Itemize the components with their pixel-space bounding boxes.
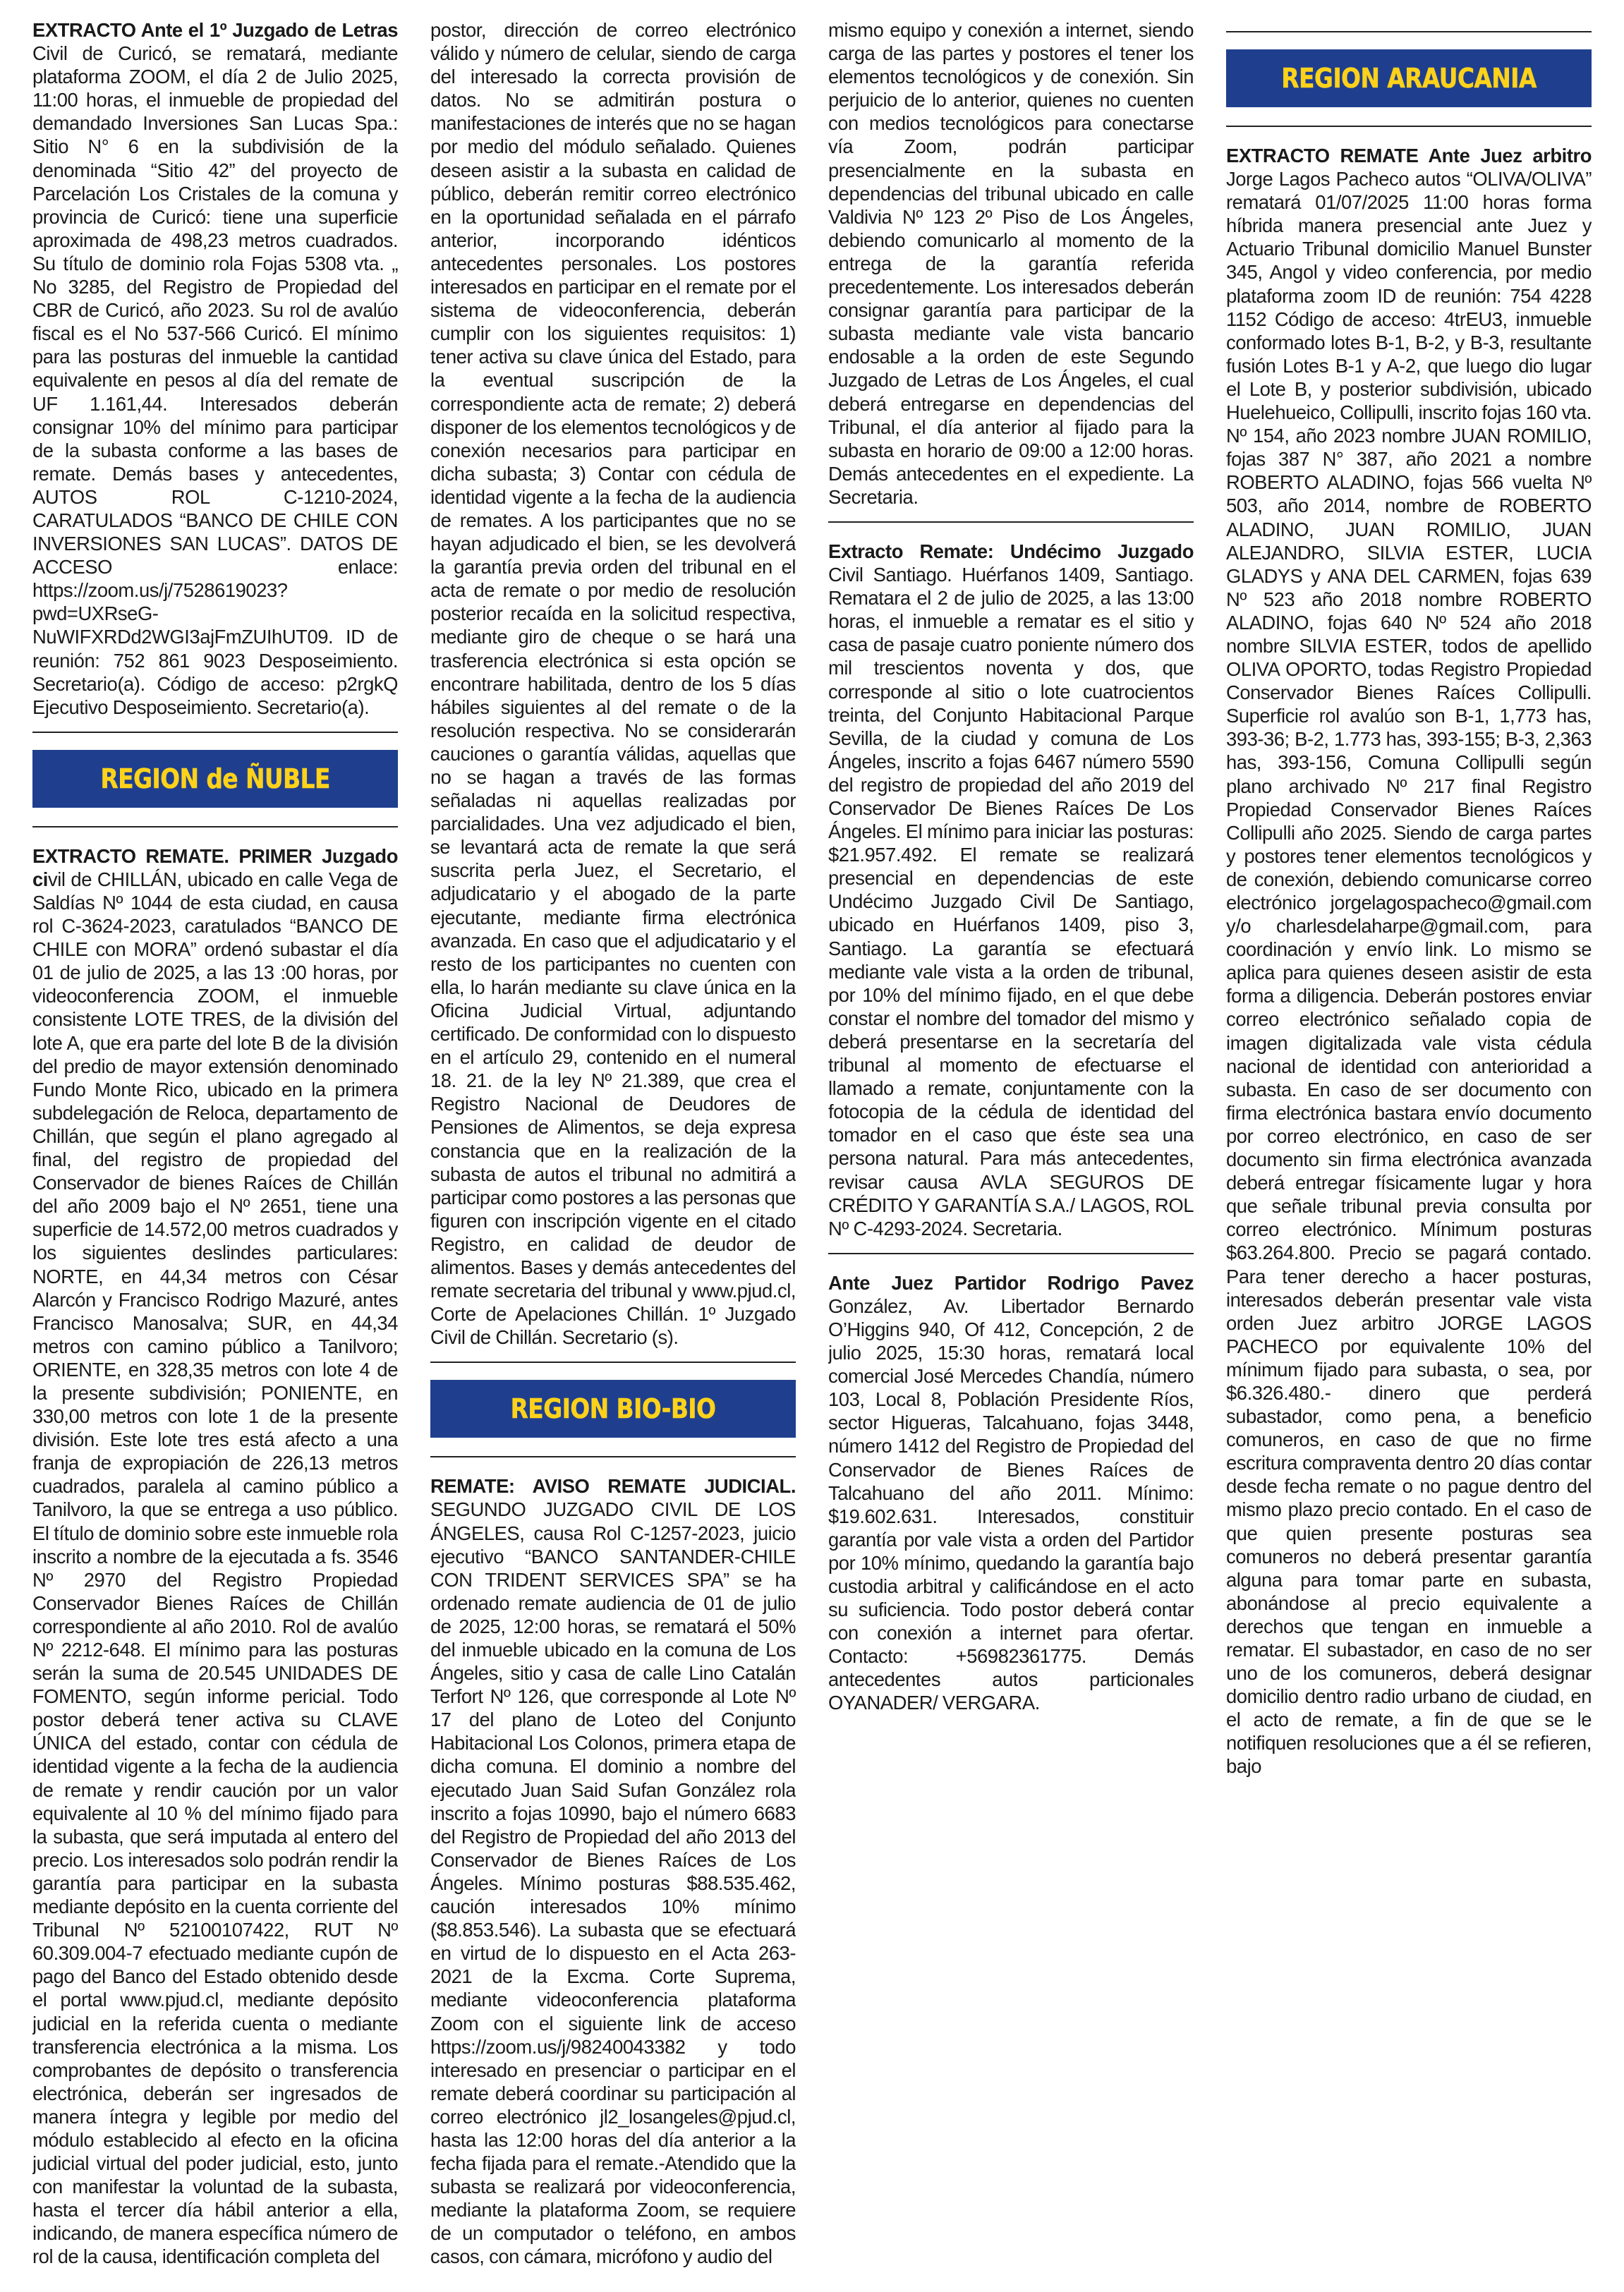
region-title: REGION ARAUCANIA bbox=[1281, 63, 1537, 94]
divider bbox=[430, 1362, 796, 1363]
notice-body: Civil Santiago. Huérfanos 1409, Santiago. Rematara el 2 de julio de 2025, a las 13:00 horas, el inmueble a rematar es el sitio y casa de pasaje cuatro poniente número dos mil trescientos noventa y dos, que corresponde al sitio o lote cuatrocientos treinta, del Conjunto Habitacional Parque Sevilla, de la ciudad y comuna de Los Ángeles, inscrito a fojas 6467 número 5590 del registro de propiedad del año 2019 del Conservador De Bienes Raíces De Los Ángeles. El mínimo para iniciar las posturas: $21.957.492. El remate se realizará presencial en dependencias de este Undécimo Juzgado Civil De Santiago, ubicado en Huérfanos 1409, piso 3, Santiago. La garantía se efectuará mediante vale vista a la orden de tribunal, por 10% del mínimo fijado, en el que debe constar el nombre del tomador del mismo y deberá presentarse en la secretaría del tribunal al momento de efectuarse el llamado a remate, conjuntamente con la fotocopia de la cédula de identidad del tomador en el caso que éste sea una persona natural. Para más antecedentes, revisar causa AVLA SEGUROS DE CRÉDITO Y GARANTÍA S.A./ LAGOS, ROL Nº C-4293-2024. Secretaria. bbox=[828, 564, 1194, 1239]
notice-losangeles bbox=[430, 1474, 796, 2268]
notice-body: postor, dirección de correo electrónico válido y número de celular, siendo de carga del interesado la correcta provisión de datos. No se admitirán postura o manifestaciones de interés que no se hagan por medio del módulo señalado. Quienes deseen asistir a la subasta en calidad de público, deberán remitir correo electrónico en la oportunidad señalada en el párrafo anterior, incorporando idénticos antecedentes personales. Los postores interesados en participar en el remate por el sistema de videoconferencia, deberán cumplir con los siguientes requisitos: 1) tener activa su clave única del Estado, para la eventual suscripción de la correspondiente acta de remate; 2) deberá disponer de los elementos tecnológicos y de conexión necesarios para participar en dicha subasta; 3) Contar con cédula de identidad vigente a la fecha de la audiencia de remates. A los participantes que no se hayan adjudicado el bien, se les devolverá la garantía previa orden del tribunal en el acta de remate o por medio de resolución posterior recaída en la solicitud respectiva, mediante giro de cheque o se hará una trasferencia electrónica si esta opción se encontrare habilitada, dentro de los 5 días hábiles siguientes al del remate o de la resolución respectiva. No se considerarán cauciones o garantía válidas, aquellas que no se hagan a través de las formas señaladas ni aquellas realizadas por parcialidades. Una vez adjudicado el bien, se levantará acta de remate la que será suscrita perla Juez, el Secretario, el adjudicatario y el abogado de la parte ejecutante, mediante firma electrónica avanzada. En caso que el adjudicatario y el resto de los participantes no cuenten con ella, lo harán mediante su clave única en la Oficina Judicial Virtual, adjuntando certificado. De conformidad con lo dispuesto en el artículo 29, contenido en el numeral 18. 21. de la ley Nº 21.389, que crea el Registro Nacional de Deudores de Pensiones de Alimentos, se deja expresa constancia que en la realización de la subasta de autos el tribunal no admitirá a participar como postores a las personas que figuren con inscripción vigente en el citado Registro, en calidad de deudor de alimentos. Bases y demás antecedentes del remate secretaria del tribunal y www.pjud.cl, Corte de Apelaciones Chillán. 1º Juzgado Civil de Chillán. Secretario (s). bbox=[430, 19, 796, 1349]
notice-santiago bbox=[828, 540, 1194, 1240]
notice-body: González, Av. Libertador Bernardo O’Higgins 940, Of 412, Concepción, 2 de julio 2025, 15:30 horas, rematará local comercial José Mercedes Chandía, número 103, Local 8, Población Presidente Ríos, sector Higueras, Talcahuano, fojas 3448, número 1412 del Registro de Propiedad del Conservador de Bienes Raíces de Talcahuano del año 2011. Mínimo: $19.602.631. Interesados, constituir garantía por vale vista a orden del Partidor por 10% mínimo, quedando la garantía bajo custodia arbitral y calificándose en el acto su suficiencia. Todo postor deberá contar con conexión a internet para ofertar. Contacto: +56982361775. Demás antecedentes autos particionales OYANADER/ VERGARA. bbox=[828, 1294, 1194, 1714]
region-title: REGION BIO-BIO bbox=[510, 1393, 716, 1425]
notice-body: vil de CHILLÁN, ubicado en calle Vega de Saldías Nº 1044 de esta ciudad, en causa rol C-3624-2023, caratulados “BANCO DE CHILE con MORA” ordenó subastar el día 01 de julio de 2025, a las 13 :00 horas, por videoconferencia ZOOM, el inmueble consistente LOTE TRES, de la división del lote A, que era parte del lote B de la división del predio de mayor extensión denominado Fundo Monte Rico, ubicado en la primera subdelegación de Reloca, departamento de Chillán, que según el plano agregado al final, del registro de propiedad del Conservador de bienes Raíces de Chillán del año 2009 bajo el Nº 2651, tiene una superficie de 14.572,00 metros cuadrados y los siguientes deslindes particulares: NORTE, en 44,34 metros con César Alarcón y Francisco Rodrigo Mazuré, antes Francisco Manosalva; SUR, en 44,34 metros con camino público a Tanilvoro; ORIENTE, en 328,35 metros con lote 4 de la presente subdivisión; PONIENTE, en 330,00 metros con lote 1 de la presente división. Este lote tres está afecto a una franja de expropiación de 226,13 metros cuadrados, paralela al camino público a Tanilvoro, la que se entrega a uso público. El título de dominio sobre este inmueble rola inscrito a nombre de la ejecutada a fs. 3546 Nº 2970 del Registro Propiedad Conservador Bienes Raíces de Chillán correspondiente al año 2010. Rol de avalúo Nº 2212-648. El mínimo para las posturas serán la suma de 20.545 UNIDADES DE FOMENTO, según informe pericial. Todo postor deberá tener activa su CLAVE ÚNICA del estado, contar con cédula de identidad vigente a la fecha de la audiencia de remate y rendir caución por un valor equivalente al 10 % del mínimo fijado para la subasta, que será imputada al entero del precio. Los interesados solo podrán rendir la garantía para participar en la subasta mediante depósito en la cuenta corriente del Tribunal Nº 52100107422, RUT Nº 60.309.004-7 efectuado mediante cupón de pago del Banco del Estado obtenido desde el portal www.pjud.cl, mediante depósito judicial en la referida cuenta o mediante transferencia electrónica a la misma. Los comprobantes de depósito o transferencia electrónica, deberán ser ingresados de manera íntegra y legible por medio del módulo establecido al efecto en la oficina judicial virtual del poder judicial, esto, junto con manifestar la voluntad de la subasta, hasta el tercer día hábil anterior a ella, indicando, de manera específica número de rol de la causa, identificación completa del bbox=[32, 868, 398, 2268]
notice-talcahuano bbox=[828, 1271, 1194, 1715]
notice-lead: EXTRACTO Ante el 1º Juzgado de Letras bbox=[32, 19, 398, 41]
divider bbox=[828, 1253, 1194, 1254]
region-title: REGION de ÑUBLE bbox=[100, 763, 330, 794]
notice-body: Civil de Curicó, se rematará, mediante plataforma ZOOM, el día 2 de Julio 2025, 11:00 horas, el inmueble de propiedad del demandado Inversiones San Lucas Spa.: Sitio N° 6 en la subdivisión de la denominada “Sitio 42” del proyecto de Parcelación Los Cristales de la comuna y provincia de Curicó: tiene una superficie aproximada de 498,23 metros cuadrados. Su título de dominio rola Fojas 5308 vta. „ No 3285, del Registro de Propiedad del CBR de Curicó, año 2023. Su rol de avalúo fiscal es el No 537-566 Curicó. El mínimo para las posturas del inmueble la cantidad equivalente en pesos al día del remate de UF 1.161,44. Interesados deberán consignar 10% del mínimo para participar de la subasta conforme a las bases de remate. Demás bases y antecedentes, AUTOS ROL C-1210-2024, CARATULADOS “BANCO DE CHILE CON INVERSIONES SAN LUCAS”. DATOS DE ACCESO enlace: https://zoom.us/j/7528619023?pwd=UXRseG-NuWIFXRDd2WGI3ajFmZUIhUT09. ID de reunión: 752 861 9023 Desposeimiento. Secretario(a). Código de acceso: p2rgkQ Ejecutivo Desposeimiento. Secretario(a). bbox=[32, 42, 398, 718]
divider bbox=[430, 1456, 796, 1457]
column-3-flow bbox=[828, 18, 1194, 1715]
notice-body: mismo equipo y conexión a internet, siendo carga de las partes y postores el tener los elementos tecnológicos y de conexión. Sin perjuicio de lo anterior, quienes no cuenten con medios tecnológicos para conectarse vía Zoom, podrán participar presencialmente en la subasta en dependencias del tribunal ubicado en calle Valdivia Nº 123 2º Piso de Los Ángeles, debiendo comunicarlo al momento de la entrega de la garantía referida precedentemente. Los interesados deberán consignar garantía para participar de la subasta mediante vale vista bancario endosable a la orden de este Segundo Juzgado de Letras de Los Ángeles, el cual deberá entregarse en dependencias del Tribunal, el día anterior al fijado para la subasta en horario de 09:00 a 12:00 horas. Demás antecedentes en el expediente. La Secretaria. bbox=[828, 19, 1194, 508]
column-4 bbox=[1226, 18, 1592, 2287]
column-1 bbox=[32, 18, 398, 2287]
divider bbox=[1226, 31, 1592, 32]
notice-body: SEGUNDO JUZGADO CIVIL DE LOS ÁNGELES, causa Rol C-1257-2023, juicio ejecutivo “BANCO SANTANDER-CHILE CON TRIDENT SERVICES SPA” se ha ordenado remate audiencia de 01 de julio de 2025, 12:00 horas, se rematará el 50% del inmueble ubicado en la comuna de Los Ángeles, sitio y casa de calle Lino Catalán Terfort Nº 126, que corresponde al Lote Nº 17 del plano de Loteo del Conjunto Habitacional Los Colonos, primera etapa de dicha comuna. El dominio a nombre del ejecutado Juan Said Sufan González rola inscrito a fojas 10990, bajo el número 6683 del Registro de Propiedad del año 2013 del Conservador de Bienes Raíces de Los Ángeles. Mínimo posturas $88.535.462, caución interesados 10% mínimo ($8.853.546). La subasta que se efectuará en virtud de lo dispuesto en el Acta 263-2021 de la Excma. Corte Suprema, mediante videoconferencia plataforma Zoom con el siguiente link de acceso https://zoom.us/j/98240043382 y todo interesado en presenciar o participar en el remate deberá coordinar su participación al correo electrónico jl2_losangeles@pjud.cl, hasta las 12:00 horas del día anterior a la fecha fijada para el remate.-Atendido que la subasta se realizará por videoconferencia, mediante la plataforma Zoom, se requiere de un computador o teléfono, en ambos casos, con cámara, micrófono y audio del bbox=[430, 1498, 796, 2268]
notice-lead: REMATE: AVISO REMATE JUDICIAL. bbox=[430, 1475, 796, 1498]
notice-lead: EXTRACTO REMATE. PRIMER Juzgado ci bbox=[32, 844, 398, 890]
notice-chillan bbox=[32, 844, 398, 2269]
notice-losangeles-part bbox=[828, 18, 1194, 509]
column-4-flow bbox=[1226, 31, 1592, 1778]
divider bbox=[32, 732, 398, 733]
notice-collipulli bbox=[1226, 144, 1592, 1778]
divider bbox=[32, 826, 398, 827]
column-2 bbox=[430, 18, 796, 2287]
region-header-araucania bbox=[1226, 49, 1592, 107]
region-header-biobio bbox=[430, 1380, 796, 1438]
notice-chillan-continuation bbox=[430, 18, 796, 2269]
column-3 bbox=[828, 18, 1194, 2287]
notice-lead: Extracto Remate: Undécimo Juzgado bbox=[828, 540, 1194, 562]
divider bbox=[1226, 126, 1592, 127]
divider bbox=[828, 521, 1194, 523]
notice-curico bbox=[32, 18, 398, 719]
notice-lead: EXTRACTO REMATE Ante Juez arbitro bbox=[1226, 145, 1592, 166]
region-header-nuble bbox=[32, 750, 398, 808]
notice-body: Jorge Lagos Pacheco autos “OLIVA/OLIVA” rematará 01/07/2025 11:00 horas forma híbrida manera presencial ante Juez y Actuario Tribunal domicilio Manuel Bunster 345, Angol y video conferencia, por medio plataforma zoom ID de reunión: 754 4228 1152 Código de acceso: 4trEU3, inmueble conformado lotes B-1, B-2, y B-3, resultante fusión Lotes B-1 y A-2, que luego dio lugar el Lote B, y posterior subdivisión, ubicado Huelehueico, Collipulli, inscrito fojas 160 vta. Nº 154, año 2023 nombre JUAN ROMILIO, fojas 387 N° 387, año 2021 a nombre ROBERTO ALADINO, fojas 566 vuelta Nº 503, año 2014, nombre de ROBERTO ALADINO, JUAN ROMILIO, JUAN ALEJANDRO, SILVIA ESTER, LUCIA GLADYS y ANA DEL CARMEN, fojas 639 Nº 523 año 2018 nombre ROBERTO ALADINO, fojas 640 Nº 524 año 2018 nombre SILVIA ESTER, todos de apellido OLIVA OPORTO, todas Registro Propiedad Conservador Bienes Raíces Collipulli. Superficie rol avalúo son B-1, 1,773 has, 393-36; B-2, 1.773 has, 393-155; B-3, 2,363 has, 393-156, Comuna Collipulli según plano archivado Nº 217 final Registro Propiedad Conservador Bienes Raíces Collipulli año 2025. Siendo de carga partes y postores tener elementos tecnológicos y de conexión, debiendo comunicarse correo electrónico jorgelagospacheco@gmail.com y/o charlesdelaharpe@gmail.com, para coordinación y envío link. Lo mismo se aplica para quienes deseen asistir de esta forma a diligencia. Deberán postores enviar correo electrónico señalado copia de imagen digitalizada vale vista cédula nacional de identidad con anterioridad a subasta. En caso de ser documento con firma electrónica bastara envío documento por correo electrónico, en caso de ser documento sin firma electrónica avanzada deberá entregar físicamente lugar y hora que señale tribunal previa consulta por correo electrónico. Mínimum posturas $63.264.800. Precio se pagará contado. Para tener derecho a hacer posturas, interesados deberán presentar vale vista orden Juez arbitro JORGE LAGOS PACHECO por equivalente 10% del mínimum fijado para subasta, o sea, por $6.326.480.- dinero que perderá subastador, como pena, a beneficio comuneros, en caso de que no firme escritura compraventa dentro 20 días contar desde fecha remate o no pague dentro del mismo plazo precio contado. En el caso de que quien presente posturas sea comuneros no deberá presentar garantía alguna para tomar parte en subasta, abonándose al precio equivalente a derechos que tengan en inmueble a rematar. El subastador, en caso de no ser uno de los comuneros, deberá designar domicilio dentro radio urbano de ciudad, en el acto de remate, a fin de que se le notifiquen resoluciones que a él se refieren, bajo bbox=[1226, 168, 1592, 1778]
notice-chillan-part bbox=[430, 18, 796, 1349]
notice-lead: Ante Juez Partidor Rodrigo Pavez bbox=[828, 1271, 1194, 1294]
